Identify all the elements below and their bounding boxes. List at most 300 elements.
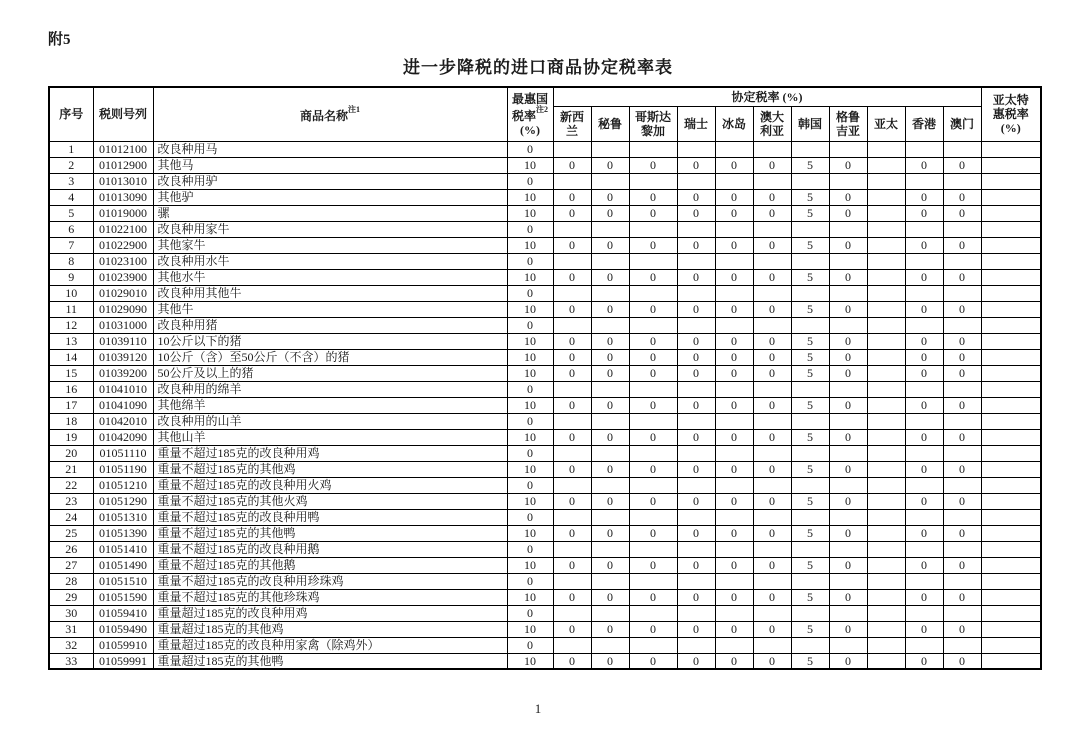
rate-cell-hong-kong (905, 573, 943, 589)
rate-cell-peru (591, 637, 629, 653)
rate-cell-georgia: 0 (829, 461, 867, 477)
rate-cell-australia: 0 (753, 365, 791, 381)
tariff-cell: 01031000 (93, 317, 153, 333)
rate-cell-switzerland: 0 (677, 237, 715, 253)
rate-cell-australia: 0 (753, 493, 791, 509)
tariff-cell: 01051390 (93, 525, 153, 541)
rate-cell-iceland: 0 (715, 493, 753, 509)
table-row (49, 141, 1041, 157)
rate-cell-georgia: 0 (829, 349, 867, 365)
table-row (49, 157, 1041, 173)
rate-cell-switzerland (677, 173, 715, 189)
rate-cell-australia (753, 477, 791, 493)
rate-cell-new-zealand: 0 (553, 365, 591, 381)
rate-cell-new-zealand: 0 (553, 397, 591, 413)
rate-cell-costa-rica (629, 413, 677, 429)
rate-cell-switzerland: 0 (677, 621, 715, 637)
rate-cell-asia-pacific (867, 333, 905, 349)
rate-cell-hong-kong (905, 221, 943, 237)
table-row (49, 525, 1041, 541)
rate-cell-georgia: 0 (829, 237, 867, 253)
rate-cell-switzerland: 0 (677, 205, 715, 221)
rate-cell-costa-rica (629, 141, 677, 157)
table-row (49, 413, 1041, 429)
apta-rate-cell (981, 429, 1041, 445)
tariff-rate-table (48, 86, 1042, 670)
product-name-note: 注1 (348, 104, 360, 114)
rate-cell-switzerland (677, 477, 715, 493)
rate-cell-iceland: 0 (715, 205, 753, 221)
rate-cell-switzerland (677, 445, 715, 461)
rate-cell-asia-pacific (867, 445, 905, 461)
rate-cell-costa-rica (629, 173, 677, 189)
rate-cell-macau (943, 173, 981, 189)
rate-cell-georgia: 0 (829, 493, 867, 509)
rate-cell-iceland (715, 141, 753, 157)
rate-cell-hong-kong: 0 (905, 429, 943, 445)
mfn-rate-cell: 10 (507, 301, 553, 317)
apta-rate-cell (981, 333, 1041, 349)
rate-cell-peru (591, 173, 629, 189)
rate-cell-macau: 0 (943, 653, 981, 669)
serial-cell: 16 (49, 381, 93, 397)
apta-rate-cell (981, 541, 1041, 557)
tariff-cell: 01041010 (93, 381, 153, 397)
table-row (49, 637, 1041, 653)
table-row (49, 621, 1041, 637)
rate-cell-south-korea (791, 413, 829, 429)
serial-cell: 29 (49, 589, 93, 605)
apta-rate-cell (981, 237, 1041, 253)
serial-cell: 5 (49, 205, 93, 221)
table-row (49, 221, 1041, 237)
tariff-cell: 01023100 (93, 253, 153, 269)
serial-cell: 27 (49, 557, 93, 573)
rate-cell-peru (591, 605, 629, 621)
tariff-cell: 01023900 (93, 269, 153, 285)
rate-cell-georgia: 0 (829, 157, 867, 173)
rate-cell-iceland (715, 413, 753, 429)
rate-cell-australia (753, 173, 791, 189)
rate-cell-macau: 0 (943, 621, 981, 637)
mfn-rate-cell: 10 (507, 525, 553, 541)
rate-cell-hong-kong: 0 (905, 493, 943, 509)
mfn-rate-cell: 0 (507, 445, 553, 461)
rate-cell-south-korea (791, 477, 829, 493)
rate-cell-australia (753, 509, 791, 525)
rate-cell-new-zealand (553, 637, 591, 653)
rate-cell-south-korea: 5 (791, 189, 829, 205)
product-name-cell: 改良种用其他牛 (153, 285, 507, 301)
product-name-cell: 改良种用的山羊 (153, 413, 507, 429)
serial-cell: 17 (49, 397, 93, 413)
rate-cell-iceland: 0 (715, 397, 753, 413)
apta-rate-cell (981, 461, 1041, 477)
rate-cell-asia-pacific (867, 557, 905, 573)
rate-cell-costa-rica: 0 (629, 205, 677, 221)
rate-cell-macau (943, 573, 981, 589)
rate-cell-new-zealand: 0 (553, 349, 591, 365)
rate-cell-switzerland: 0 (677, 365, 715, 381)
rate-cell-peru: 0 (591, 493, 629, 509)
rate-cell-macau: 0 (943, 525, 981, 541)
rate-cell-new-zealand (553, 541, 591, 557)
rate-cell-georgia (829, 173, 867, 189)
serial-cell: 12 (49, 317, 93, 333)
rate-cell-switzerland (677, 509, 715, 525)
rate-cell-asia-pacific (867, 173, 905, 189)
product-name-cell: 重量不超过185克的其他火鸡 (153, 493, 507, 509)
serial-cell: 30 (49, 605, 93, 621)
rate-cell-south-korea: 5 (791, 269, 829, 285)
rate-cell-iceland (715, 573, 753, 589)
rate-cell-australia (753, 637, 791, 653)
rate-cell-hong-kong: 0 (905, 557, 943, 573)
tariff-cell: 01029010 (93, 285, 153, 301)
tariff-cell: 01059991 (93, 653, 153, 669)
rate-cell-new-zealand (553, 573, 591, 589)
product-name-cell: 其他家牛 (153, 237, 507, 253)
rate-cell-switzerland (677, 141, 715, 157)
rate-cell-peru: 0 (591, 333, 629, 349)
rate-cell-peru: 0 (591, 461, 629, 477)
rate-cell-georgia: 0 (829, 653, 867, 669)
rate-cell-switzerland (677, 381, 715, 397)
rate-cell-switzerland: 0 (677, 189, 715, 205)
rate-cell-australia: 0 (753, 557, 791, 573)
rate-cell-asia-pacific (867, 253, 905, 269)
serial-cell: 18 (49, 413, 93, 429)
rate-cell-georgia: 0 (829, 205, 867, 221)
tariff-cell: 01039110 (93, 333, 153, 349)
rate-cell-south-korea: 5 (791, 621, 829, 637)
rate-cell-asia-pacific (867, 237, 905, 253)
rate-cell-hong-kong: 0 (905, 621, 943, 637)
rate-cell-peru: 0 (591, 397, 629, 413)
rate-cell-iceland (715, 221, 753, 237)
mfn-rate-cell: 0 (507, 173, 553, 189)
mfn-rate-cell: 10 (507, 429, 553, 445)
table-row (49, 509, 1041, 525)
mfn-rate-cell: 10 (507, 333, 553, 349)
rate-cell-peru (591, 413, 629, 429)
rate-cell-south-korea (791, 141, 829, 157)
rate-cell-costa-rica: 0 (629, 493, 677, 509)
rate-cell-iceland: 0 (715, 157, 753, 173)
product-name-cell: 重量不超过185克的其他鸭 (153, 525, 507, 541)
rate-cell-macau (943, 605, 981, 621)
rate-cell-switzerland: 0 (677, 653, 715, 669)
rate-cell-peru: 0 (591, 157, 629, 173)
rate-cell-georgia: 0 (829, 557, 867, 573)
rate-cell-new-zealand (553, 141, 591, 157)
apta-rate-cell (981, 589, 1041, 605)
rate-cell-south-korea (791, 285, 829, 301)
tariff-cell: 01051310 (93, 509, 153, 525)
rate-cell-costa-rica (629, 317, 677, 333)
rate-cell-iceland (715, 605, 753, 621)
rate-cell-asia-pacific (867, 301, 905, 317)
rate-cell-hong-kong: 0 (905, 589, 943, 605)
mfn-rate-cell: 0 (507, 253, 553, 269)
apta-rate-cell (981, 573, 1041, 589)
table-row (49, 557, 1041, 573)
product-name-cell: 改良种用水牛 (153, 253, 507, 269)
product-name-cell: 50公斤及以上的猪 (153, 365, 507, 381)
rate-cell-south-korea: 5 (791, 525, 829, 541)
table-header (49, 87, 1041, 141)
rate-cell-iceland: 0 (715, 349, 753, 365)
serial-cell: 21 (49, 461, 93, 477)
rate-cell-costa-rica (629, 605, 677, 621)
rate-cell-iceland (715, 509, 753, 525)
rate-cell-hong-kong (905, 141, 943, 157)
rate-cell-georgia (829, 285, 867, 301)
rate-cell-switzerland: 0 (677, 269, 715, 285)
apta-rate-cell (981, 365, 1041, 381)
apta-rate-cell (981, 493, 1041, 509)
rate-cell-australia: 0 (753, 333, 791, 349)
mfn-rate-cell: 0 (507, 221, 553, 237)
rate-cell-peru (591, 477, 629, 493)
rate-cell-switzerland: 0 (677, 461, 715, 477)
rate-cell-new-zealand (553, 285, 591, 301)
rate-cell-iceland (715, 285, 753, 301)
rate-cell-australia (753, 605, 791, 621)
serial-cell: 11 (49, 301, 93, 317)
rate-cell-macau (943, 253, 981, 269)
rate-cell-peru (591, 317, 629, 333)
rate-cell-costa-rica: 0 (629, 269, 677, 285)
tariff-cell: 01051410 (93, 541, 153, 557)
rate-cell-asia-pacific (867, 429, 905, 445)
rate-cell-new-zealand: 0 (553, 429, 591, 445)
rate-cell-asia-pacific (867, 637, 905, 653)
table-row (49, 589, 1041, 605)
header-serial: 序号 (49, 87, 93, 141)
rate-cell-macau: 0 (943, 429, 981, 445)
mfn-rate-cell: 10 (507, 653, 553, 669)
rate-cell-australia: 0 (753, 461, 791, 477)
rate-cell-south-korea: 5 (791, 205, 829, 221)
rate-cell-asia-pacific (867, 269, 905, 285)
serial-cell: 10 (49, 285, 93, 301)
table-row (49, 237, 1041, 253)
rate-cell-peru: 0 (591, 301, 629, 317)
rate-cell-south-korea: 5 (791, 365, 829, 381)
rate-cell-costa-rica: 0 (629, 157, 677, 173)
rate-cell-switzerland (677, 637, 715, 653)
apta-rate-cell (981, 557, 1041, 573)
rate-cell-south-korea (791, 317, 829, 333)
mfn-rate-cell: 0 (507, 477, 553, 493)
rate-cell-new-zealand (553, 317, 591, 333)
tariff-cell: 01051210 (93, 477, 153, 493)
apta-rate-cell (981, 605, 1041, 621)
rate-cell-new-zealand (553, 253, 591, 269)
rate-cell-georgia (829, 477, 867, 493)
rate-cell-south-korea: 5 (791, 301, 829, 317)
table-row (49, 349, 1041, 365)
table-row (49, 189, 1041, 205)
product-name-cell: 改良种用驴 (153, 173, 507, 189)
rate-cell-south-korea (791, 509, 829, 525)
rate-cell-switzerland: 0 (677, 333, 715, 349)
rate-cell-asia-pacific (867, 621, 905, 637)
table-row (49, 493, 1041, 509)
rate-cell-costa-rica (629, 477, 677, 493)
rate-cell-switzerland (677, 605, 715, 621)
rate-cell-new-zealand: 0 (553, 493, 591, 509)
rate-cell-peru: 0 (591, 429, 629, 445)
rate-cell-hong-kong: 0 (905, 189, 943, 205)
mfn-rate-cell: 0 (507, 509, 553, 525)
rate-cell-new-zealand: 0 (553, 461, 591, 477)
serial-cell: 7 (49, 237, 93, 253)
rate-cell-south-korea: 5 (791, 589, 829, 605)
tariff-cell: 01013010 (93, 173, 153, 189)
tariff-cell: 01012100 (93, 141, 153, 157)
rate-cell-iceland: 0 (715, 621, 753, 637)
rate-cell-macau: 0 (943, 157, 981, 173)
mfn-rate-cell: 10 (507, 621, 553, 637)
rate-cell-georgia (829, 221, 867, 237)
rate-cell-iceland (715, 317, 753, 333)
rate-cell-south-korea: 5 (791, 429, 829, 445)
rate-cell-peru (591, 541, 629, 557)
apta-rate-cell (981, 317, 1041, 333)
mfn-rate-cell: 10 (507, 205, 553, 221)
rate-cell-south-korea (791, 541, 829, 557)
rate-cell-switzerland: 0 (677, 557, 715, 573)
rate-cell-south-korea: 5 (791, 397, 829, 413)
rate-cell-asia-pacific (867, 141, 905, 157)
rate-cell-costa-rica (629, 381, 677, 397)
rate-cell-australia: 0 (753, 205, 791, 221)
rate-cell-asia-pacific (867, 605, 905, 621)
product-name-cell: 重量不超过185克的改良种用鹅 (153, 541, 507, 557)
tariff-cell: 01051190 (93, 461, 153, 477)
rate-cell-asia-pacific (867, 541, 905, 557)
rate-cell-macau: 0 (943, 461, 981, 477)
rate-cell-australia: 0 (753, 269, 791, 285)
apta-rate-cell (981, 445, 1041, 461)
apta-rate-cell (981, 189, 1041, 205)
rate-cell-australia: 0 (753, 157, 791, 173)
rate-cell-australia (753, 573, 791, 589)
rate-cell-hong-kong: 0 (905, 461, 943, 477)
rate-cell-peru (591, 285, 629, 301)
product-name-cell: 改良种用马 (153, 141, 507, 157)
rate-cell-new-zealand: 0 (553, 301, 591, 317)
rate-cell-costa-rica (629, 253, 677, 269)
mfn-rate-cell: 0 (507, 413, 553, 429)
rate-cell-australia: 0 (753, 349, 791, 365)
rate-cell-new-zealand: 0 (553, 189, 591, 205)
rate-cell-asia-pacific (867, 317, 905, 333)
rate-cell-hong-kong (905, 173, 943, 189)
header-country-georgia: 格鲁吉亚 (829, 106, 867, 141)
rate-cell-hong-kong: 0 (905, 525, 943, 541)
rate-cell-peru: 0 (591, 621, 629, 637)
rate-cell-switzerland (677, 573, 715, 589)
product-name-cell: 骡 (153, 205, 507, 221)
product-name-cell: 重量不超过185克的改良种用鸭 (153, 509, 507, 525)
rate-cell-hong-kong (905, 285, 943, 301)
product-name-cell: 重量不超过185克的其他珍珠鸡 (153, 589, 507, 605)
header-country-peru: 秘鲁 (591, 106, 629, 141)
rate-cell-peru (591, 141, 629, 157)
rate-cell-georgia (829, 381, 867, 397)
mfn-rate-cell: 0 (507, 541, 553, 557)
rate-cell-new-zealand (553, 445, 591, 461)
tariff-cell: 01022900 (93, 237, 153, 253)
rate-cell-costa-rica: 0 (629, 237, 677, 253)
rate-cell-new-zealand: 0 (553, 557, 591, 573)
rate-cell-georgia: 0 (829, 397, 867, 413)
rate-cell-south-korea (791, 605, 829, 621)
header-country-new-zealand: 新西兰 (553, 106, 591, 141)
mfn-rate-cell: 10 (507, 349, 553, 365)
rate-cell-asia-pacific (867, 285, 905, 301)
rate-cell-australia (753, 445, 791, 461)
product-name-cell: 改良种用猪 (153, 317, 507, 333)
rate-cell-australia: 0 (753, 653, 791, 669)
rate-cell-switzerland (677, 253, 715, 269)
rate-cell-costa-rica: 0 (629, 397, 677, 413)
rate-cell-peru (591, 253, 629, 269)
rate-cell-south-korea: 5 (791, 653, 829, 669)
serial-cell: 15 (49, 365, 93, 381)
serial-cell: 2 (49, 157, 93, 173)
serial-cell: 8 (49, 253, 93, 269)
table-row (49, 317, 1041, 333)
rate-cell-australia: 0 (753, 525, 791, 541)
mfn-rate-cell: 0 (507, 381, 553, 397)
rate-cell-hong-kong (905, 477, 943, 493)
rate-cell-macau (943, 477, 981, 493)
table-row (49, 269, 1041, 285)
rate-cell-iceland: 0 (715, 525, 753, 541)
rate-cell-iceland (715, 445, 753, 461)
rate-cell-hong-kong (905, 253, 943, 269)
tariff-cell: 01051110 (93, 445, 153, 461)
rate-cell-new-zealand (553, 173, 591, 189)
rate-cell-georgia: 0 (829, 429, 867, 445)
rate-cell-asia-pacific (867, 365, 905, 381)
rate-cell-peru: 0 (591, 205, 629, 221)
rate-cell-australia (753, 285, 791, 301)
rate-cell-georgia (829, 541, 867, 557)
serial-cell: 19 (49, 429, 93, 445)
rate-cell-australia (753, 141, 791, 157)
rate-cell-costa-rica: 0 (629, 461, 677, 477)
tariff-cell: 01042090 (93, 429, 153, 445)
rate-cell-peru (591, 573, 629, 589)
rate-cell-south-korea: 5 (791, 237, 829, 253)
rate-cell-australia: 0 (753, 589, 791, 605)
serial-cell: 25 (49, 525, 93, 541)
rate-cell-hong-kong (905, 413, 943, 429)
table-row (49, 365, 1041, 381)
serial-cell: 1 (49, 141, 93, 157)
rate-cell-macau: 0 (943, 493, 981, 509)
rate-cell-new-zealand (553, 413, 591, 429)
rate-cell-iceland: 0 (715, 653, 753, 669)
serial-cell: 20 (49, 445, 93, 461)
rate-cell-macau: 0 (943, 269, 981, 285)
rate-cell-macau (943, 509, 981, 525)
